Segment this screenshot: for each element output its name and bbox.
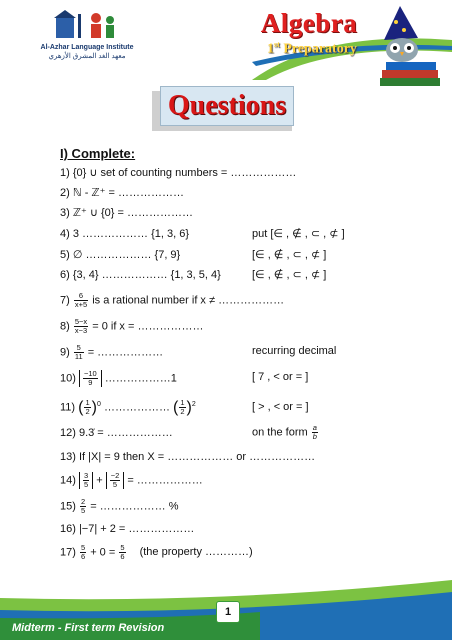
wizard-owl-illustration — [362, 4, 448, 90]
fraction — [84, 399, 90, 416]
absolute-value — [79, 472, 93, 489]
paren: ( — [78, 398, 84, 416]
question-15-text: = ……………… % — [90, 500, 179, 513]
question-17-text: (the property …………) — [139, 546, 253, 559]
fraction-numerator: 2 — [80, 497, 86, 506]
fraction — [80, 544, 86, 561]
exponent: 0 — [96, 401, 101, 408]
fraction — [74, 292, 88, 309]
question-11-hint: [ > , < or = ] — [252, 401, 309, 413]
question-1: 1) {0} ∪ set of counting numbers = ……………… — [60, 167, 297, 179]
question-17 — [60, 544, 253, 561]
question-11 — [60, 398, 196, 416]
question-15 — [60, 498, 179, 515]
fraction-numerator: 1 — [85, 398, 90, 408]
question-17-mid: + 0 = — [90, 546, 116, 559]
fraction-numerator: 5 — [80, 543, 86, 552]
institute-logo — [46, 8, 126, 40]
question-5-hint: [∈ , ∉ , ⊂ , ⊄ ] — [252, 249, 327, 261]
question-12: 12) 9.3̇ = ……………… — [60, 427, 173, 439]
question-17-number: 17) — [60, 546, 76, 559]
fraction-numerator: a — [312, 423, 317, 432]
fraction-denominator: b — [312, 432, 317, 441]
question-15-number: 15) — [60, 500, 76, 513]
question-10-text: ………………1 — [104, 372, 177, 385]
question-14-number: 14) — [60, 474, 76, 487]
question-4-hint: put [∈ , ∉ , ⊂ , ⊄ ] — [252, 228, 345, 240]
question-10-number: 10) — [60, 372, 76, 385]
institute-name-english: Al-Azhar Language Institute — [40, 44, 134, 51]
fraction-denominator: x−3 — [74, 326, 88, 335]
absolute-value — [79, 370, 102, 387]
fraction — [83, 472, 89, 489]
question-11-blank: ……………… — [103, 401, 170, 414]
question-9-text: = ……………… — [87, 346, 164, 359]
question-12-hint-text: on the form — [252, 426, 308, 439]
fraction-denominator: 11 — [74, 352, 83, 361]
fraction-denominator: 2 — [180, 407, 185, 417]
grade-word: Preparatory — [283, 41, 357, 57]
paren: ) — [91, 398, 97, 416]
fraction — [74, 318, 88, 335]
question-12-hint — [252, 424, 319, 441]
question-14 — [60, 472, 203, 489]
grade-number: 1 — [267, 41, 275, 57]
fraction-numerator: 1 — [180, 398, 185, 408]
fraction — [119, 544, 125, 561]
question-8-text: = 0 if x = ……………… — [92, 320, 204, 333]
question-7 — [60, 292, 284, 309]
fraction-numerator: −10 — [83, 369, 97, 378]
grade-suffix: st — [274, 40, 280, 49]
question-9-number: 9) — [60, 346, 70, 359]
absolute-value — [106, 472, 125, 489]
fraction — [83, 370, 98, 387]
fraction-denominator: 9 — [88, 378, 93, 387]
fraction-numerator: 5−x — [74, 317, 88, 326]
banner-title: Questions — [167, 90, 287, 121]
question-4: 4) 3 ……………… {1, 3, 6} — [60, 228, 189, 240]
fraction-denominator: 6 — [120, 552, 125, 561]
question-7-number: 7) — [60, 294, 70, 307]
fraction-numerator: −2 — [110, 471, 120, 480]
fraction-denominator: 6 — [80, 552, 86, 561]
exponent: 2 — [191, 401, 196, 408]
fraction-denominator: 2 — [85, 407, 90, 417]
question-2: 2) ℕ - ℤ⁺ = ……………… — [60, 187, 184, 199]
question-9-hint: recurring decimal — [252, 345, 337, 357]
paren: ( — [173, 398, 179, 416]
question-5: 5) ∅ ……………… {7, 9} — [60, 249, 181, 261]
fraction-denominator: 5 — [80, 506, 86, 515]
footer-title: Midterm - First term Revision — [12, 622, 165, 634]
questions-banner — [160, 86, 294, 126]
fraction-denominator: x+5 — [74, 300, 88, 309]
question-10 — [60, 370, 177, 387]
question-8-number: 8) — [60, 320, 70, 333]
fraction-denominator: 5 — [112, 480, 118, 489]
question-14-text: = ……………… — [127, 474, 203, 487]
question-6-hint: [∈ , ∉ , ⊂ , ⊄ ] — [252, 269, 327, 281]
plus-sign: + — [96, 474, 103, 487]
page-number: 1 — [216, 601, 240, 623]
fraction-numerator: 5 — [120, 543, 125, 552]
question-8 — [60, 318, 203, 335]
paren: ) — [186, 398, 192, 416]
fraction — [74, 344, 84, 361]
fraction-numerator: 3 — [83, 471, 89, 480]
fraction-denominator: 5 — [83, 480, 89, 489]
question-10-hint: [ 7 , < or = ] — [252, 371, 309, 383]
question-13: 13) If |X| = 9 then X = ……………… or ……………… — [60, 451, 316, 463]
fraction — [179, 399, 185, 416]
question-9 — [60, 344, 163, 361]
grade-title — [252, 40, 372, 58]
question-6: 6) {3, 4} ……………… {1, 3, 5, 4} — [60, 269, 221, 281]
question-16: 16) |−7| + 2 = ……………… — [60, 523, 195, 535]
fraction — [110, 472, 121, 489]
question-3: 3) ℤ⁺ ∪ {0} = ……………… — [60, 207, 193, 219]
section-heading: I) Complete: — [60, 146, 136, 161]
fraction-numerator: 5 — [74, 344, 84, 353]
institute-name-arabic: معهد الغد المشرق الأزهري — [48, 53, 126, 60]
fraction — [80, 498, 86, 515]
subject-title: Algebra — [260, 8, 358, 38]
question-11-number: 11) — [60, 401, 76, 414]
fraction — [312, 424, 318, 441]
fraction-numerator: 6 — [74, 292, 88, 301]
question-7-text: is a rational number if x ≠ ……………… — [92, 294, 285, 307]
